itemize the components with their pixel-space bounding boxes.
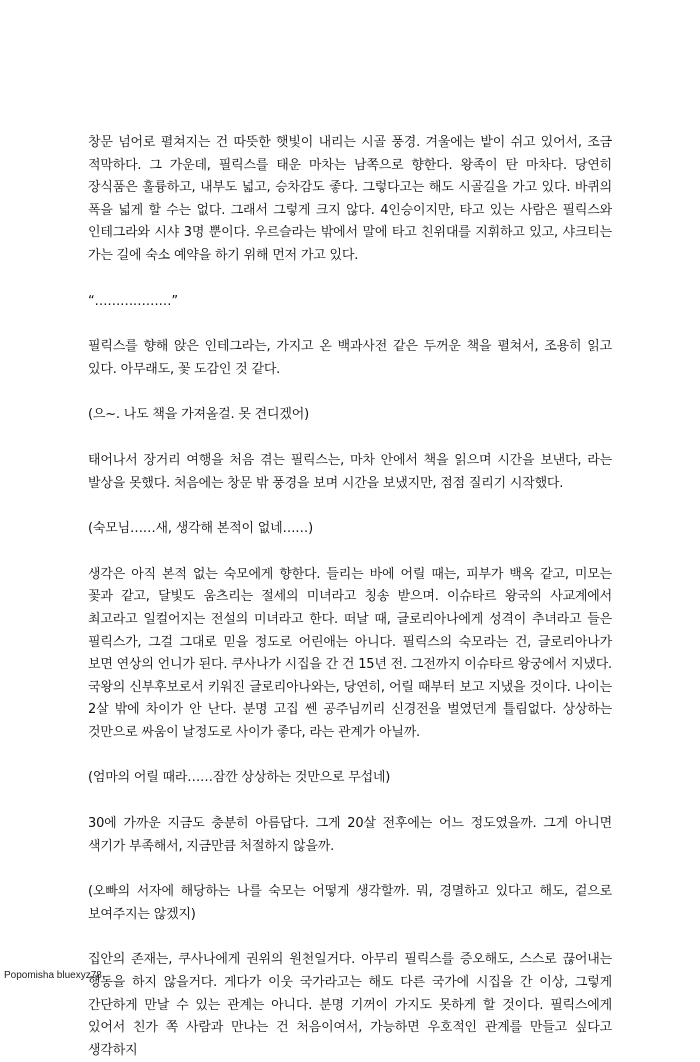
paragraph-9: 30에 가까운 지금도 충분히 아름답다. 그게 20살 전후에는 어느 정도였을까. 그게 아니면 색기가 부족해서, 지금만큼 처절하지 않을까. <box>88 816 612 854</box>
paragraph-gap <box>88 427 612 450</box>
paragraph-8: (엄마의 어릴 때라……잠깐 상상하는 것만으로 무섭네) <box>88 770 391 786</box>
paragraph-gap <box>88 313 612 336</box>
paragraph-11: 집안의 존재는, 쿠사나에게 권위의 원천일거다. 아무리 필릭스를 증오해도, 스스로 끊어내는 행동을 하지 않을거다. 게다가 이웃 국가라고는 해도 다른 국가에 시집을 간 이상, 그렇게 간단하게 만날 수 있는 관계는 아니다. 분명 기꺼이 가지도 못하게 할 것이다. 필릭스에게 있어서 친가 쪽 사람과 만나는 건 처음이여서, 가능하면 우호적인 관계를 만들고 싶다고 생각하지 <box>88 952 612 1058</box>
paragraph-2: “………………” <box>88 293 178 309</box>
paragraph-gap <box>88 926 612 949</box>
paragraph-4: (으~. 나도 책을 가져올걸. 못 견디겠어) <box>88 407 309 423</box>
paragraph-5: 태어나서 장거리 여행을 처음 겪는 필릭스는, 마차 안에서 책을 읽으며 시간을 보낸다, 라는 발상을 못했다. 처음에는 창문 밖 풍경을 보며 시간을 보냈지만, 점점 질리기 시작했다. <box>88 452 612 491</box>
paragraph-7: 생각은 아직 본적 없는 숙모에게 향한다. 들리는 바에 어릴 때는, 피부가 백옥 같고, 미모는 꽃과 같고, 달빛도 움츠리는 절세의 미녀라고 칭송 받으며. 이슈타르 왕국의 사교계에서 최고라고 일컬어지는 전설의 미녀라고 한다. 떠날 때, 글로리아나에게 성격이 추녀라고 들은 필릭스가, 그걸 그대로 믿을 정도로 어린애는 아니다. 필릭스의 숙모라는 건, 글로리아나가 보면 연상의 언니가 된다. 쿠사나가 시집을 간 건 15년 전. 그전까지 이슈타르 왕궁에서 지냈다. 국왕의 신부후보로서 키워진 글로리아나와는, 당연히, 어릴 때부터 보고 지냈을 것이다. 나이는 2살 밖에 차이가 안 난다. 분명 고집 쎈 공주님끼리 신경전을 벌였던게 틀림없다. 상상하는 것만으로 싸움이 날정도로 사이가 좋다, 라는 관계가 아닐까. <box>88 566 612 740</box>
paragraph-gap <box>88 268 612 291</box>
paragraph-gap <box>88 858 612 881</box>
paragraph-6: (숙모님……새, 생각해 본적이 없네……) <box>88 521 313 537</box>
paragraph-1: 창문 넘어로 펼쳐지는 건 따뜻한 햇빛이 내리는 시골 풍경. 겨울에는 밭이 쉬고 있어서, 조금 적막하다. 그 가운데, 필릭스를 태운 마차는 남쪽으로 향한다. 왕족이 탄 마차다. 당연히 장식품은 훌륭하고, 내부도 넓고, 승차감도 좋다. 그렇다고는 해도 시골길을 가고 있다. 바퀴의 폭을 넓게 할 수는 없다. 그래서 그렇게 크지 않다. 4인승이지만, 타고 있는 사람은 필릭스와 인테그라와 시샤 3명 뿐이다. 우르슬라는 밖에서 말에 타고 친위대를 지휘하고 있고, 샤크티는 가는 길에 숙소 예약을 하기 위해 먼저 가고 있다. <box>88 135 612 263</box>
paragraph-3: 필릭스를 향해 앉은 인테그라는, 가지고 온 백과사전 같은 두꺼운 책을 펼쳐서, 조용히 읽고 있다. 아무래도, 꽃 도감인 것 같다. <box>88 339 612 377</box>
paragraph-gap <box>88 790 612 813</box>
paragraph-gap <box>88 744 612 767</box>
document-body <box>88 132 612 1062</box>
paragraph-gap <box>88 495 612 518</box>
page-footer: Popomisha bluexyz78 <box>4 970 102 981</box>
paragraph-gap <box>88 541 612 564</box>
paragraph-10: (오빠의 서자에 해당하는 나를 숙모는 어떻게 생각할까. 뭐, 경멸하고 있다고 해도, 겉으로 보여주지는 않겠지) <box>88 884 612 922</box>
paragraph-gap <box>88 381 612 404</box>
